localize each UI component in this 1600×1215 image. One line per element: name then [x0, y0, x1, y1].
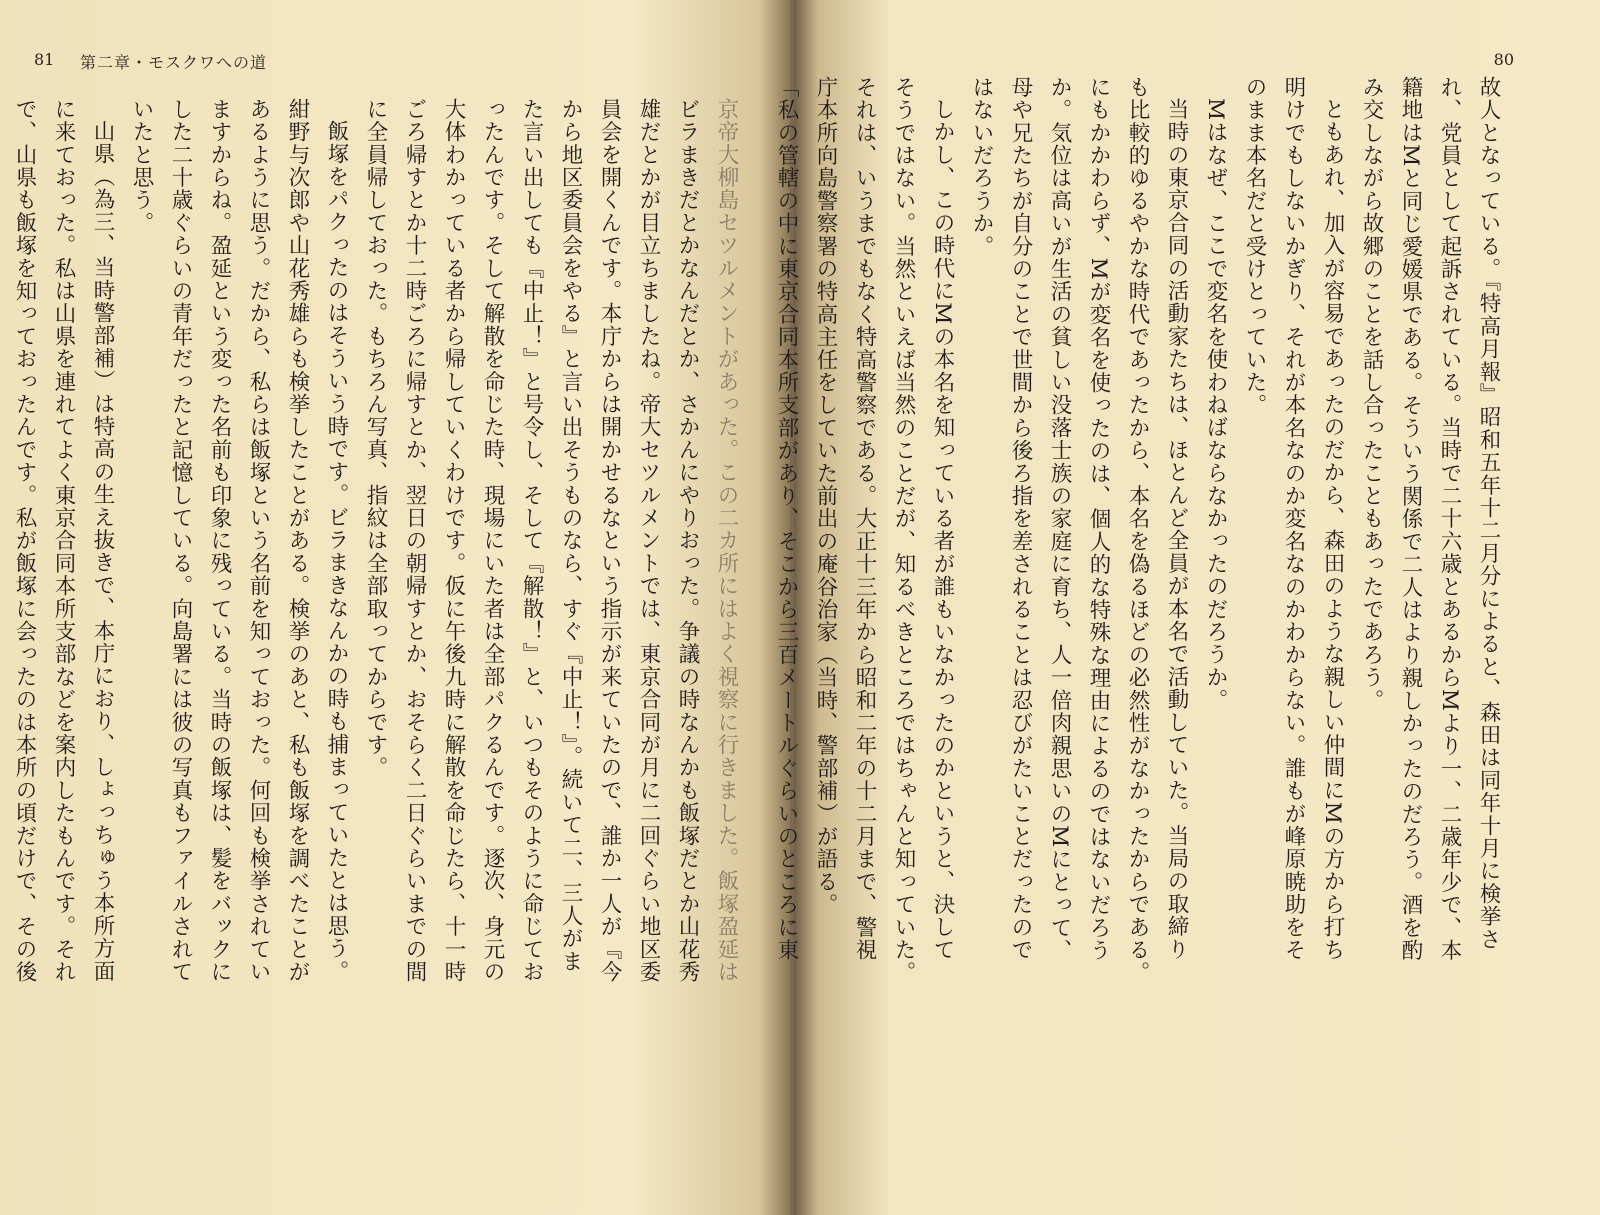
text-line: そうではない。当然といえば当然のことだが、知るべきところではちゃんと知っていた。 [891, 76, 916, 984]
text-line: から地区委員会をやる』と言い出そうものなら、すぐ『中止！』。続いて二、三人がま [558, 98, 583, 973]
page-number: 80 [1493, 50, 1514, 69]
left-page [0, 0, 790, 1215]
page-number: 81 [34, 50, 55, 69]
right-page [774, 0, 1600, 1215]
text-line: た言い出しても『中止！』と号令し、そして『解散！』と、いつもそのように命じてお [519, 98, 544, 984]
text-line: 京帝大柳島セツルメントがあった。この二カ所にはよく視察に行きました。飯塚盈延は [714, 98, 739, 984]
text-line: 庁本所向島警察署の特高主任をしていた前出の庵谷治家（当時、警部補）が語る。 [813, 76, 838, 916]
text-line: 明けでもしないかぎり、それが本名なのか変名なのかわからない。誰もが峰原暁助をそ [1281, 76, 1306, 962]
text-line: 籍地はMと同じ愛媛県である。そういう関係で二人はより親しかったのだろう。酒を酌 [1398, 76, 1423, 962]
text-line: ごろ帰すとか十二時ごろに帰すとか、翌日の朝帰すとか、おそらく二日ぐらいまでの間 [402, 98, 427, 984]
text-line: 故人となっている。『特高月報』昭和五年十二月分によると、森田は同年十月に検挙さ [1476, 76, 1501, 951]
text-line: にもかかわらず、Mが変名を使ったのは、個人的な特殊な理由によるのではないだろう [1086, 76, 1111, 962]
body-text-right [767, 76, 1508, 1176]
text-line: はないだろうか。 [969, 76, 994, 258]
body-text-left [5, 98, 746, 1178]
text-line: 当時の東京合同の活動家たちは、ほとんど全員が本名で活動していた。当局の取締り [1164, 98, 1189, 961]
text-line: 飯塚をパクったのはそういう時です。ビラまきなんかの時も捕まっていたとは思う。 [324, 120, 349, 983]
text-line: それは、いうまでもなく特高警察である。大正十三年から昭和二年の十二月まで、警視 [852, 76, 877, 962]
text-line: ともあれ、加入が容易であったのだから、森田のような親しい仲間にMの方から打ち [1320, 98, 1345, 962]
text-line: も比較的ゆるやかな時代であったから、本名を偽るほどの必然性がなかったからである。 [1125, 76, 1150, 984]
text-line: ビラまきだとかなんだとか、さかんにやりおった。争議の時なんかも飯塚だとか山花秀 [675, 98, 700, 984]
text-line: あるように思う。だから、私らは飯塚という名前を知っておった。何回も検挙されてい [246, 98, 271, 984]
text-line: み交しながら故郷のことを話し合ったこともあったであろう。 [1359, 76, 1384, 712]
text-line: 紺野与次郎や山花秀雄らも検挙したことがある。検挙のあと、私も飯塚を調べたことが [285, 98, 310, 984]
running-title: 第二章・モスクワへの道 [80, 53, 268, 72]
text-line: れ、党員として起訴されている。当時で二十六歳とあるからMより一、二歳年少で、本 [1437, 76, 1462, 962]
text-line: で、山県も飯塚を知っておったんです。私が飯塚に会ったのは本所の頃だけで、その後 [12, 98, 37, 984]
text-line: のまま本名だと受けとっていた。 [1242, 76, 1267, 417]
text-line: した二十歳ぐらいの青年だったと記憶している。向島署には彼の写真もファイルされて [168, 98, 193, 984]
text-line: 山県（為三、当時警部補）は特高の生え抜きで、本庁におり、しょっちゅう本所方面 [90, 120, 115, 983]
text-line: に来ておった。私は山県を連れてよく東京合同本所支部などを案内したもんです。それ [51, 98, 76, 984]
text-line: 大体わかっている者から帰していくわけです。仮に午後九時に解散を命じたら、十一時 [441, 98, 466, 984]
text-line: 雄だとかが目立ちましたね。帝大セツルメントでは、東京合同が月に二回ぐらい地区委 [636, 98, 661, 984]
text-line: いたと思う。 [129, 98, 154, 235]
text-line: に全員帰しておった。もちろん写真、指紋は全部取ってからです。 [363, 98, 388, 779]
text-line: 「私の管轄の中に東京合同本所支部があり、そこから三百メートルぐらいのところに東 [774, 76, 799, 962]
text-line: か。気位は高いが生活の貧しい没落士族の家庭に育ち、人一倍肉親思いのMにとって、 [1047, 76, 1072, 962]
text-line: 員会を開くんです。本庁からは開かせるなという指示が来ていたので、誰か一人が『今 [597, 98, 622, 984]
text-line: ますからね。盈延という変った名前も印象に残っている。当時の飯塚は、髪をバックに [207, 98, 232, 984]
text-line: Mはなぜ、ここで変名を使わねばならなかったのだろうか。 [1203, 98, 1228, 712]
text-line: ったんです。そして解散を命じた時、現場にいた者は全部パクるんです。逐次、身元の [480, 98, 505, 984]
text-line: 母や兄たちが自分のことで世間から後ろ指を差されることは忍びがたいことだったので [1008, 76, 1033, 962]
text-line: しかし、この時代にMの本名を知っている者が誰もいなかったのかというと、決して [930, 98, 955, 962]
